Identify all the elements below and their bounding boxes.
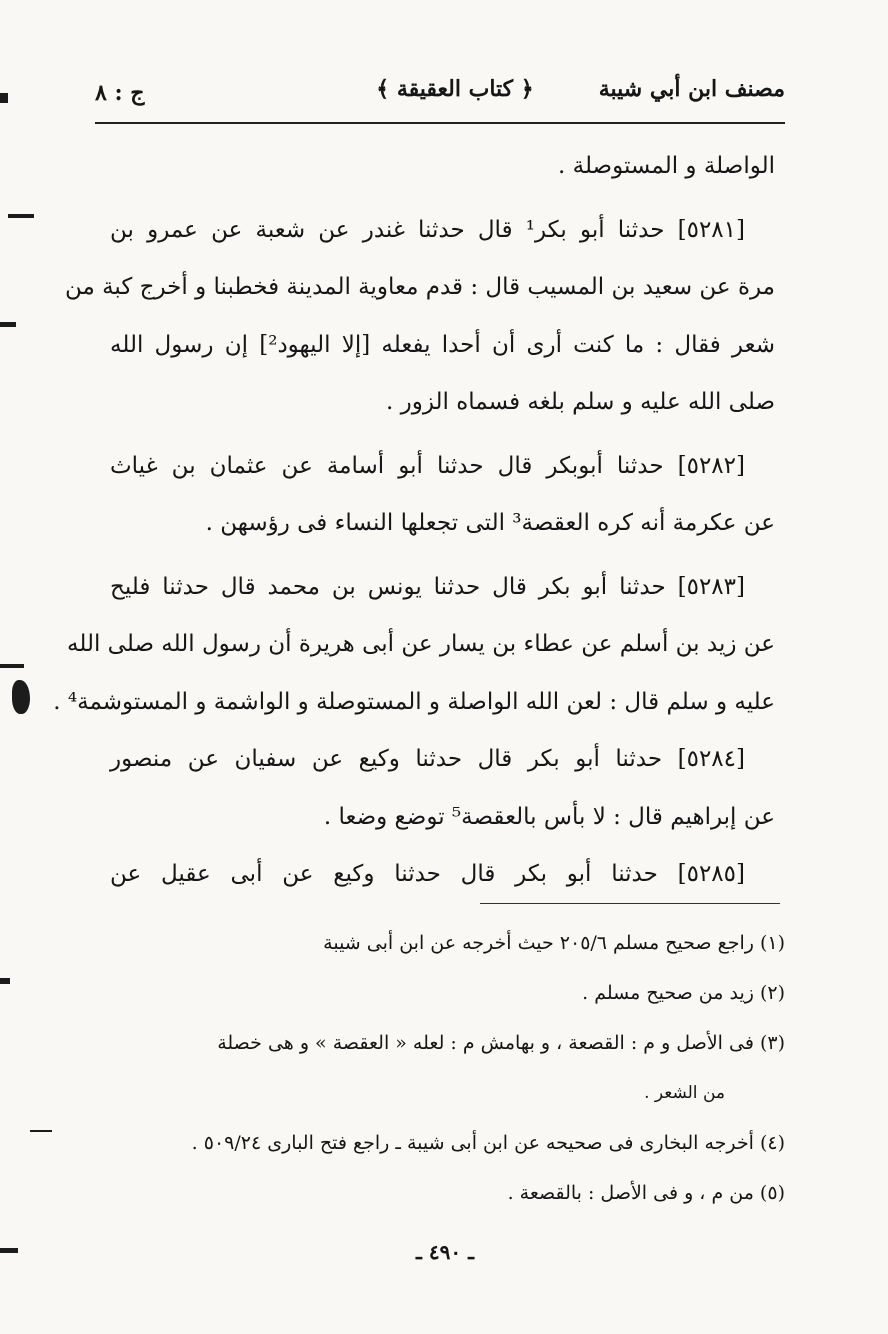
- footnote-1: (١) راجع صحيح مسلم ٢٠٥/٦ حيث أخرجه عن ابن أبى شيبة: [323, 932, 785, 954]
- footnote-rule: [480, 903, 780, 904]
- text-line: شعر فقال : ما كنت أرى أن أحدا يفعله [إلا اليهود²] إن رسول الله: [110, 331, 775, 358]
- text-line: عن عكرمة أنه كره العقصة³ التى تجعلها النساء فى رؤسهن .: [205, 510, 775, 536]
- text-line: الواصلة و المستوصلة .: [557, 153, 775, 179]
- hadith-5285-start: [٥٢٨٥] حدثنا أبو بكر قال حدثنا وكيع عن أبى عقيل عن: [110, 861, 745, 887]
- volume-number: ج : ٨: [95, 80, 145, 106]
- footnote-2: (٢) زيد من صحيح مسلم .: [582, 982, 785, 1004]
- footnote-3-continued: من الشعر .: [644, 1083, 725, 1103]
- scan-mark: [12, 680, 30, 714]
- text-line: عن زيد بن أسلم عن عطاء بن يسار عن أبى هريرة أن رسول الله صلى الله: [67, 631, 775, 657]
- scan-mark: [0, 322, 16, 327]
- hadith-5281-start: [٥٢٨١] حدثنا أبو بكر¹ قال حدثنا غندر عن شعبة عن عمرو بن: [110, 216, 745, 243]
- scan-mark: [0, 664, 24, 668]
- text-line: عن إبراهيم قال : لا بأس بالعقصة⁵ توضع وضعا .: [323, 803, 775, 830]
- text-line: عليه و سلم قال : لعن الله الواصلة و المستوصلة و الواشمة و المستوشمة⁴ .: [53, 688, 775, 715]
- footnote-5: (٥) من م ، و فى الأصل : بالقصعة .: [507, 1182, 785, 1204]
- scan-mark: [0, 93, 8, 103]
- chapter-title: ﴿ كتاب العقيقة ﴾: [376, 76, 534, 102]
- book-title: مصنف ابن أبي شيبة: [598, 76, 785, 102]
- text-line: مرة عن سعيد بن المسيب قال : قدم معاوية المدينة فخطبنا و أخرج كبة من: [64, 274, 775, 300]
- header-rule: [95, 122, 785, 124]
- page-number: ـ ٤٩٠ ـ: [416, 1240, 474, 1264]
- hadith-5282-start: [٥٢٨٢] حدثنا أبوبكر قال حدثنا أبو أسامة عن عثمان بن غياث: [110, 452, 745, 479]
- page-header: [95, 70, 785, 120]
- scan-mark: [8, 214, 34, 218]
- footnotes: [110, 918, 785, 1218]
- hadith-5283-start: [٥٢٨٣] حدثنا أبو بكر قال حدثنا يونس بن محمد قال حدثنا فليح: [110, 573, 745, 600]
- footnote-3: (٣) فى الأصل و م : القصعة ، و بهامش م : لعله « العقصة » و هى خصلة: [217, 1032, 785, 1054]
- scan-mark: [0, 978, 10, 984]
- text-line: صلى الله عليه و سلم بلغه فسماه الزور .: [386, 389, 775, 415]
- hadith-5284-start: [٥٢٨٤] حدثنا أبو بكر قال حدثنا وكيع عن سفيان عن منصور: [110, 746, 745, 772]
- scan-mark: [0, 1248, 18, 1253]
- scan-mark: [30, 1130, 52, 1132]
- footnote-4: (٤) أخرجه البخارى فى صحيحه عن ابن أبى شيبة ـ راجع فتح البارى ٥٠٩/٢٤ .: [191, 1132, 785, 1154]
- main-text: [53, 138, 775, 904]
